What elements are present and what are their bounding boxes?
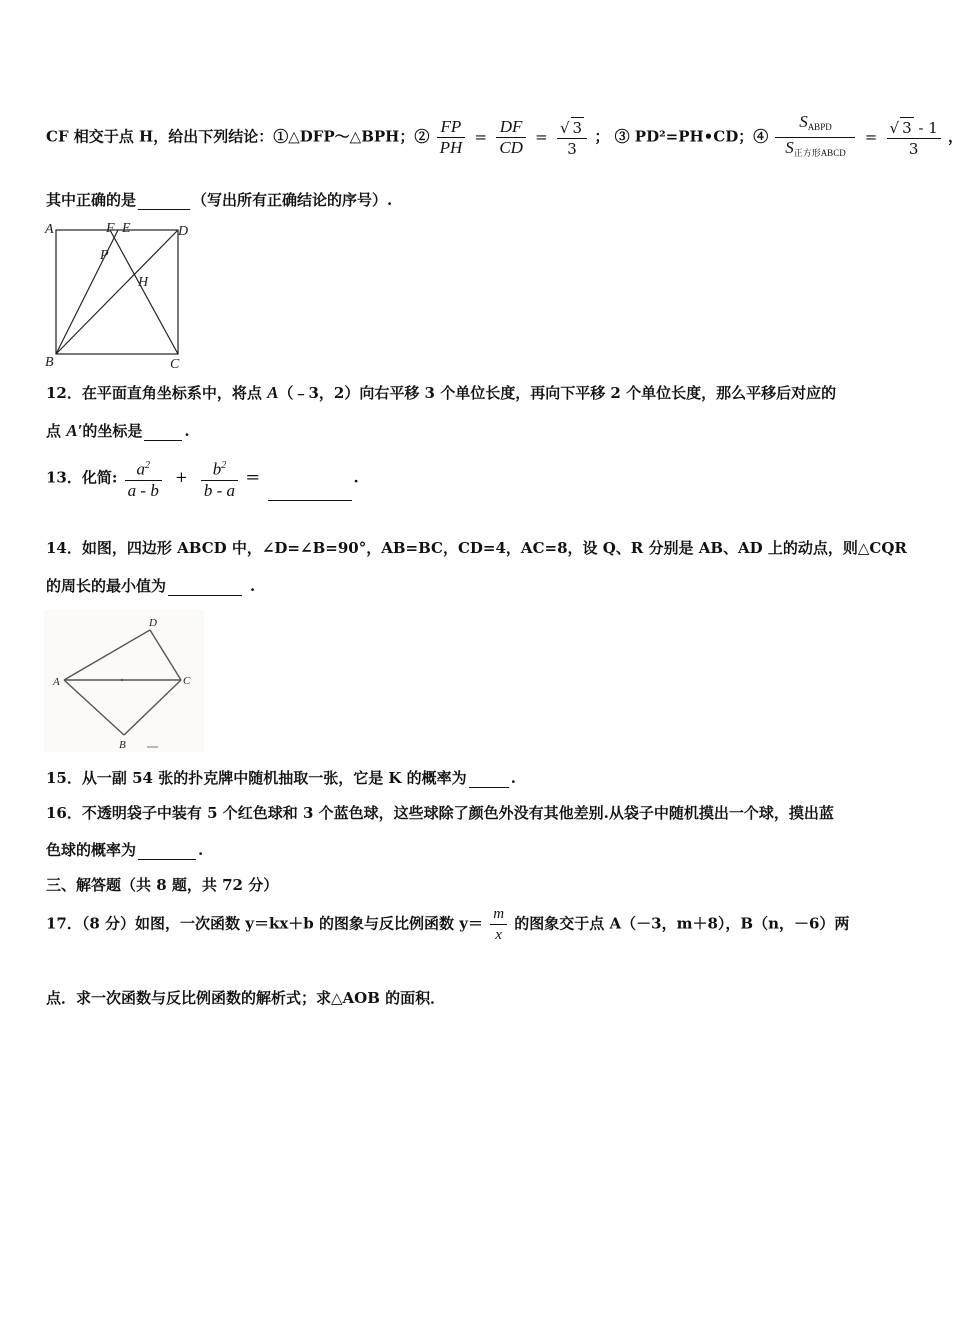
fig14-label-b: B bbox=[119, 739, 126, 751]
q11-frac-fp-ph: $\frac{FP}{PH}$ bbox=[437, 117, 466, 158]
q11-square-figure bbox=[40, 218, 200, 370]
q13-line: 13．化简: $\frac{a^2}{a - b}$ + $\frac{b^2}{b - a}$ ＝ . bbox=[46, 456, 359, 501]
q11-conclusion-3: ③ PD²=PH•CD；④ bbox=[614, 127, 769, 146]
q11-frac-sqrt3-1-3: $\frac{√ 3 - 1}{3}$ bbox=[887, 117, 941, 159]
fig11-label-d: D bbox=[178, 224, 189, 239]
q16-answer-blank[interactable] bbox=[138, 859, 196, 860]
section-3-title: 三、解答题（共 8 题，共 72 分） bbox=[46, 876, 279, 894]
q14-quadrilateral-figure bbox=[44, 610, 204, 752]
fig11-label-f: F bbox=[106, 221, 115, 236]
q12-line1: 12．在平面直角坐标系中，将点 A（﹣3，2）向右平移 3 个单位长度，再向下平移 2 个单位长度，那么平移后对应的 bbox=[46, 383, 837, 402]
q11-line1: CF 相交于点 H，给出下列结论：①△DFP～△BPH；② $\frac{FP}{PH}$ = $\frac{DF}{CD}$ = $\frac{√ 3}{3}$ ； ③ PD²=PH•CD；④ $\frac{S_{ABPD}}{S_{正方形ABCD}}$ = $\frac{√ 3 - 1}{3}$ ， bbox=[46, 112, 963, 163]
q11-answer-blank[interactable] bbox=[138, 209, 190, 210]
q11-line2: 其中正确的是 （写出所有正确结论的序号）. bbox=[46, 191, 393, 209]
q16-line1: 16．不透明袋子中装有 5 个红色球和 3 个蓝色球，这些球除了颜色外没有其他差别.从袋子中随机摸出一个球，摸出蓝 bbox=[46, 804, 834, 822]
q13-frac-1: $\frac{a^2}{a - b}$ bbox=[125, 456, 162, 501]
fig11-label-h: H bbox=[138, 275, 149, 290]
fig14-label-a: A bbox=[53, 676, 60, 688]
fig11-label-p: P bbox=[100, 248, 109, 263]
q13-answer-blank[interactable] bbox=[268, 500, 352, 501]
q15-line: 15．从一副 54 张的扑克牌中随机抽取一张，它是 K 的概率为 . bbox=[46, 769, 516, 787]
q12-line2: 点 A′的坐标是 . bbox=[46, 421, 190, 440]
q11-frac-df-cd: $\frac{DF}{CD}$ bbox=[496, 117, 526, 158]
q11-intro: CF 相交于点 H，给出下列结论：①△DFP～△BPH；② bbox=[46, 127, 430, 146]
fig11-label-e: E bbox=[122, 221, 131, 236]
q12-answer-blank[interactable] bbox=[144, 440, 182, 441]
q14-line2: 的周长的最小值为 . bbox=[46, 577, 256, 595]
q17-line2: 点．求一次函数与反比例函数的解析式；求△AOB 的面积． bbox=[46, 989, 446, 1007]
fig11-label-c: C bbox=[170, 357, 180, 372]
fig14-label-d: D bbox=[149, 617, 157, 629]
q16-line2: 色球的概率为 . bbox=[46, 841, 204, 859]
q13-frac-2: $\frac{b^2}{b - a}$ bbox=[201, 456, 238, 501]
q14-line1: 14．如图，四边形 ABCD 中，∠D=∠B=90°，AB=BC，CD=4，AC=8，设 Q、R 分别是 AB、AD 上的动点，则△CQR bbox=[46, 539, 907, 557]
q11-frac-sqrt3-3: $\frac{√ 3}{3}$ bbox=[557, 117, 587, 159]
fig11-label-b: B bbox=[45, 355, 54, 370]
fig11-label-a: A bbox=[45, 222, 54, 237]
q11-frac-area-ratio: $\frac{S_{ABPD}}{S_{正方形ABCD}}$ bbox=[775, 112, 855, 163]
fig14-label-c: C bbox=[183, 675, 191, 687]
q17-line1: 17．（8 分）如图，一次函数 y＝kx＋b 的图象与反比例函数 y＝ $\frac{m}{x}$ 的图象交于点 A（－3，m＋8），B（n，－6）两 bbox=[46, 906, 850, 943]
q17-frac-m-x: $\frac{m}{x}$ bbox=[490, 904, 507, 945]
q15-answer-blank[interactable] bbox=[469, 787, 509, 788]
q14-answer-blank[interactable] bbox=[168, 595, 242, 596]
